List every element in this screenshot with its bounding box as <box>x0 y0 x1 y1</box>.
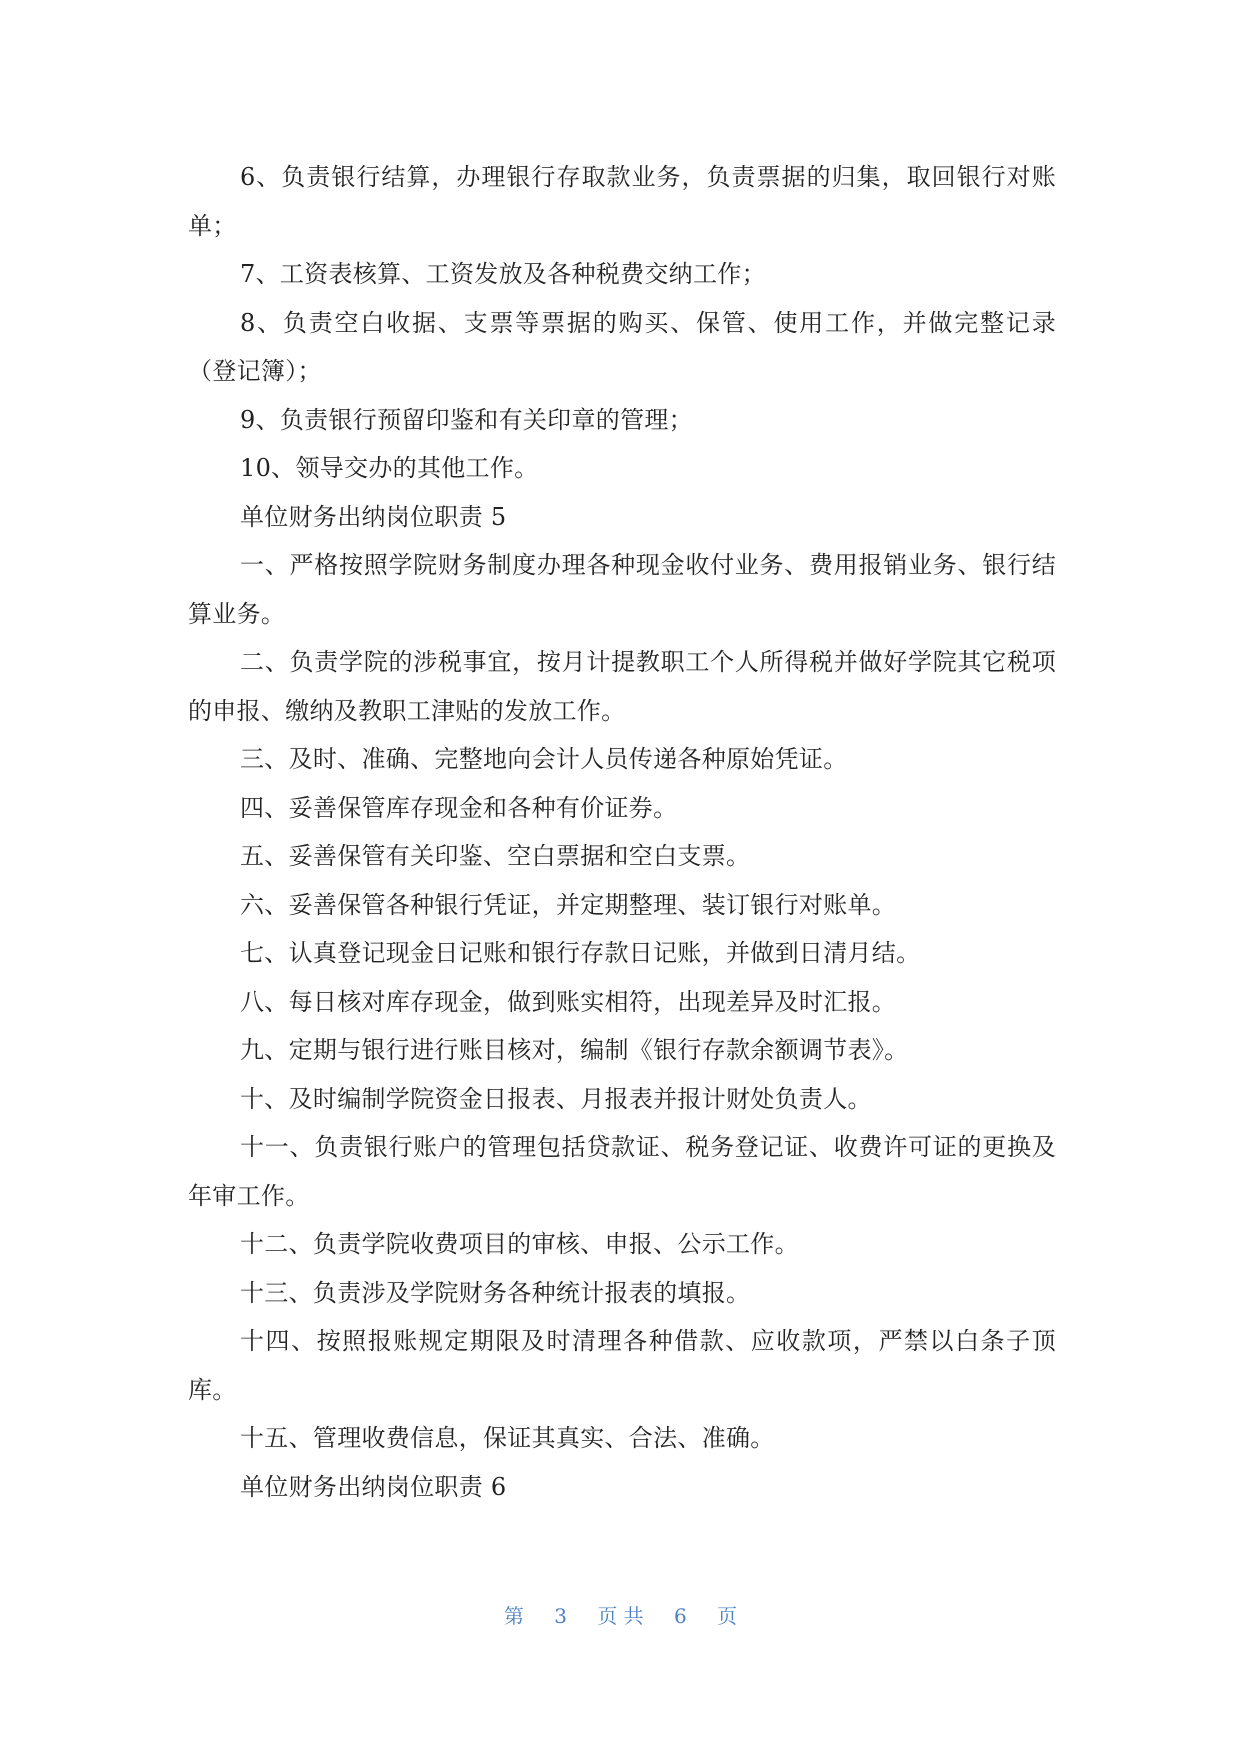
paragraph-item: 七、认真登记现金日记账和银行存款日记账，并做到日清月结。 <box>240 939 921 967</box>
paragraph-item: 8、负责空白收据、支票等票据的购买、保管、使用工作，并做完整记录（登记簿）； <box>188 308 1056 385</box>
section-heading: 单位财务出纳岗位职责 5 <box>240 502 507 531</box>
paragraph-item: 7、工资表核算、工资发放及各种税费交纳工作； <box>240 260 766 288</box>
paragraph-item: 十三、负责涉及学院财务各种统计报表的填报。 <box>240 1278 751 1307</box>
footer-middle: 页 共 <box>597 1604 644 1628</box>
paragraph-item: 八、每日核对库存现金，做到账实相符，出现差异及时汇报。 <box>240 987 897 1016</box>
page-footer <box>0 1600 1241 1629</box>
footer-suffix: 页 <box>717 1604 738 1628</box>
footer-total-pages: 6 <box>674 1604 687 1628</box>
paragraph-item: 6、负责银行结算，办理银行存取款业务，负责票据的归集，取回银行对账单； <box>188 163 1056 240</box>
paragraph-item: 9、负责银行预留印鉴和有关印章的管理； <box>240 405 693 434</box>
paragraph-item: 二、负责学院的涉税事宜，按月计提教职工个人所得税并做好学院其它税项的申报、缴纳及教职工津贴的发放工作。 <box>188 648 1056 725</box>
document-body <box>188 153 1056 1511</box>
paragraph-item: 三、及时、准确、完整地向会计人员传递各种原始凭证。 <box>240 745 848 773</box>
paragraph-item: 十四、按照报账规定期限及时清理各种借款、应收款项，严禁以白条子顶库。 <box>188 1327 1056 1404</box>
paragraph-item: 十五、管理收费信息，保证其真实、合法、准确。 <box>240 1424 775 1452</box>
paragraph-item: 六、妥善保管各种银行凭证，并定期整理、装订银行对账单。 <box>240 890 897 919</box>
footer-current-page: 3 <box>554 1604 567 1628</box>
paragraph-item: 五、妥善保管有关印鉴、空白票据和空白支票。 <box>240 842 751 870</box>
section-heading: 单位财务出纳岗位职责 6 <box>240 1472 507 1501</box>
paragraph-item: 十二、负责学院收费项目的审核、申报、公示工作。 <box>240 1230 799 1258</box>
footer-prefix: 第 <box>503 1604 524 1628</box>
paragraph-item: 九、定期与银行进行账目核对，编制《银行存款余额调节表》。 <box>240 1036 909 1064</box>
paragraph-item: 一、严格按照学院财务制度办理各种现金收付业务、费用报销业务、银行结算业务。 <box>188 551 1056 628</box>
paragraph-item: 十、及时编制学院资金日报表、月报表并报计财处负责人。 <box>240 1084 872 1113</box>
paragraph-item: 四、妥善保管库存现金和各种有价证券。 <box>240 793 678 822</box>
paragraph-item: 十一、负责银行账户的管理包括贷款证、税务登记证、收费许可证的更换及年审工作。 <box>188 1133 1056 1210</box>
paragraph-item: 10、领导交办的其他工作。 <box>240 454 539 482</box>
